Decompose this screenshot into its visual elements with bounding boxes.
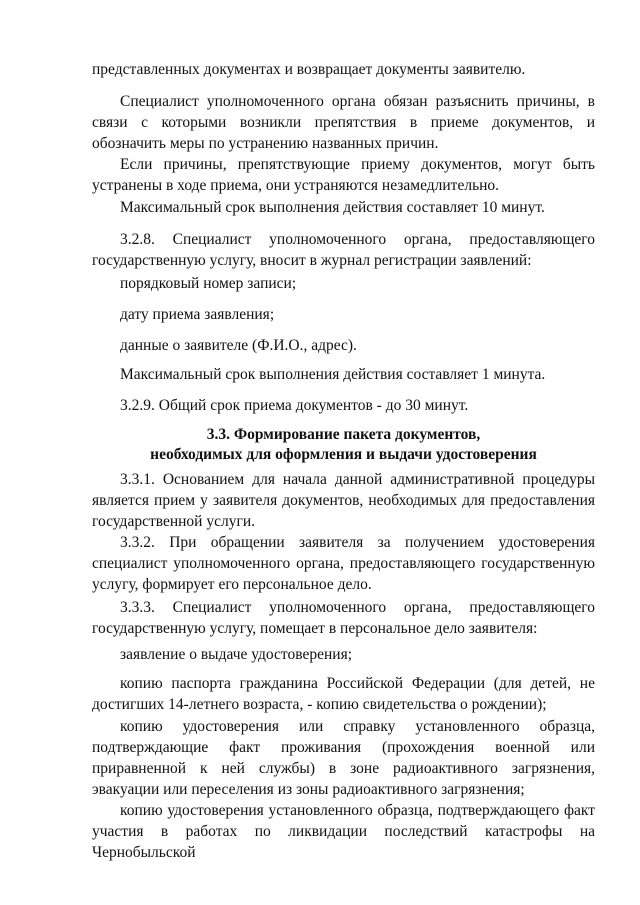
paragraph: 3.3.1. Основанием для начала данной административной процедуры является прием у заявителя документов, необходимых для предоставления государственной услуги. bbox=[92, 471, 595, 530]
list-item: дату приема заявления; bbox=[120, 306, 275, 323]
paragraph: 3.2.9. Общий срок приема документов - до 30 минут. bbox=[120, 397, 469, 414]
paragraph-continuation: представленных документах и возвращает документы заявителю. bbox=[92, 61, 526, 78]
list-item: копию удостоверения установленного образца, подтверждающего факт участия в работах по ликвидации последствий катастрофы на Чернобыльской bbox=[92, 802, 595, 861]
paragraph: Если причины, препятствующие приему документов, могут быть устранены в ходе приема, они устраняются незамедлительно. bbox=[92, 156, 595, 194]
section-heading-line: необходимых для оформления и выдачи удостоверения bbox=[150, 446, 537, 463]
paragraph: Максимальный срок выполнения действия составляет 1 минута. bbox=[120, 366, 546, 383]
list-item: данные о заявителе (Ф.И.О., адрес). bbox=[120, 337, 357, 354]
list-item: порядковый номер записи; bbox=[120, 275, 297, 292]
paragraph: 3.3.3. Специалист уполномоченного органа, предоставляющего государственную услугу, помещает в персональное дело заявителя: bbox=[92, 599, 595, 637]
section-heading bbox=[92, 425, 595, 465]
paragraph: Максимальный срок выполнения действия составляет 10 минут. bbox=[120, 199, 545, 216]
paragraph: Специалист уполномоченного органа обязан разъяснить причины, в связи с которыми возникли препятствия в приеме документов, и обозначить меры по устранению названных причин. bbox=[92, 93, 595, 152]
list-item: заявление о выдаче удостоверения; bbox=[120, 646, 353, 663]
section-heading-line: 3.3. Формирование пакета документов, bbox=[206, 426, 481, 443]
list-item: копию удостоверения или справку установленного образца, подтверждающие факт проживания (прохождения военной или приравненной к ней службы) в зоне радиоактивного загрязнения, эвакуации или переселения из зоны радиоактивного загрязнения; bbox=[92, 718, 595, 798]
list-item: копию паспорта гражданина Российской Федерации (для детей, не достигших 14-летнего возраста, - копию свидетельства о рождении); bbox=[92, 675, 595, 713]
paragraph: 3.3.2. При обращении заявителя за получением удостоверения специалист уполномоченного органа, предоставляющего государственную услугу, формирует его персональное дело. bbox=[92, 534, 595, 593]
paragraph: 3.2.8. Специалист уполномоченного органа, предоставляющего государственную услугу, вносит в журнал регистрации заявлений: bbox=[92, 231, 595, 269]
